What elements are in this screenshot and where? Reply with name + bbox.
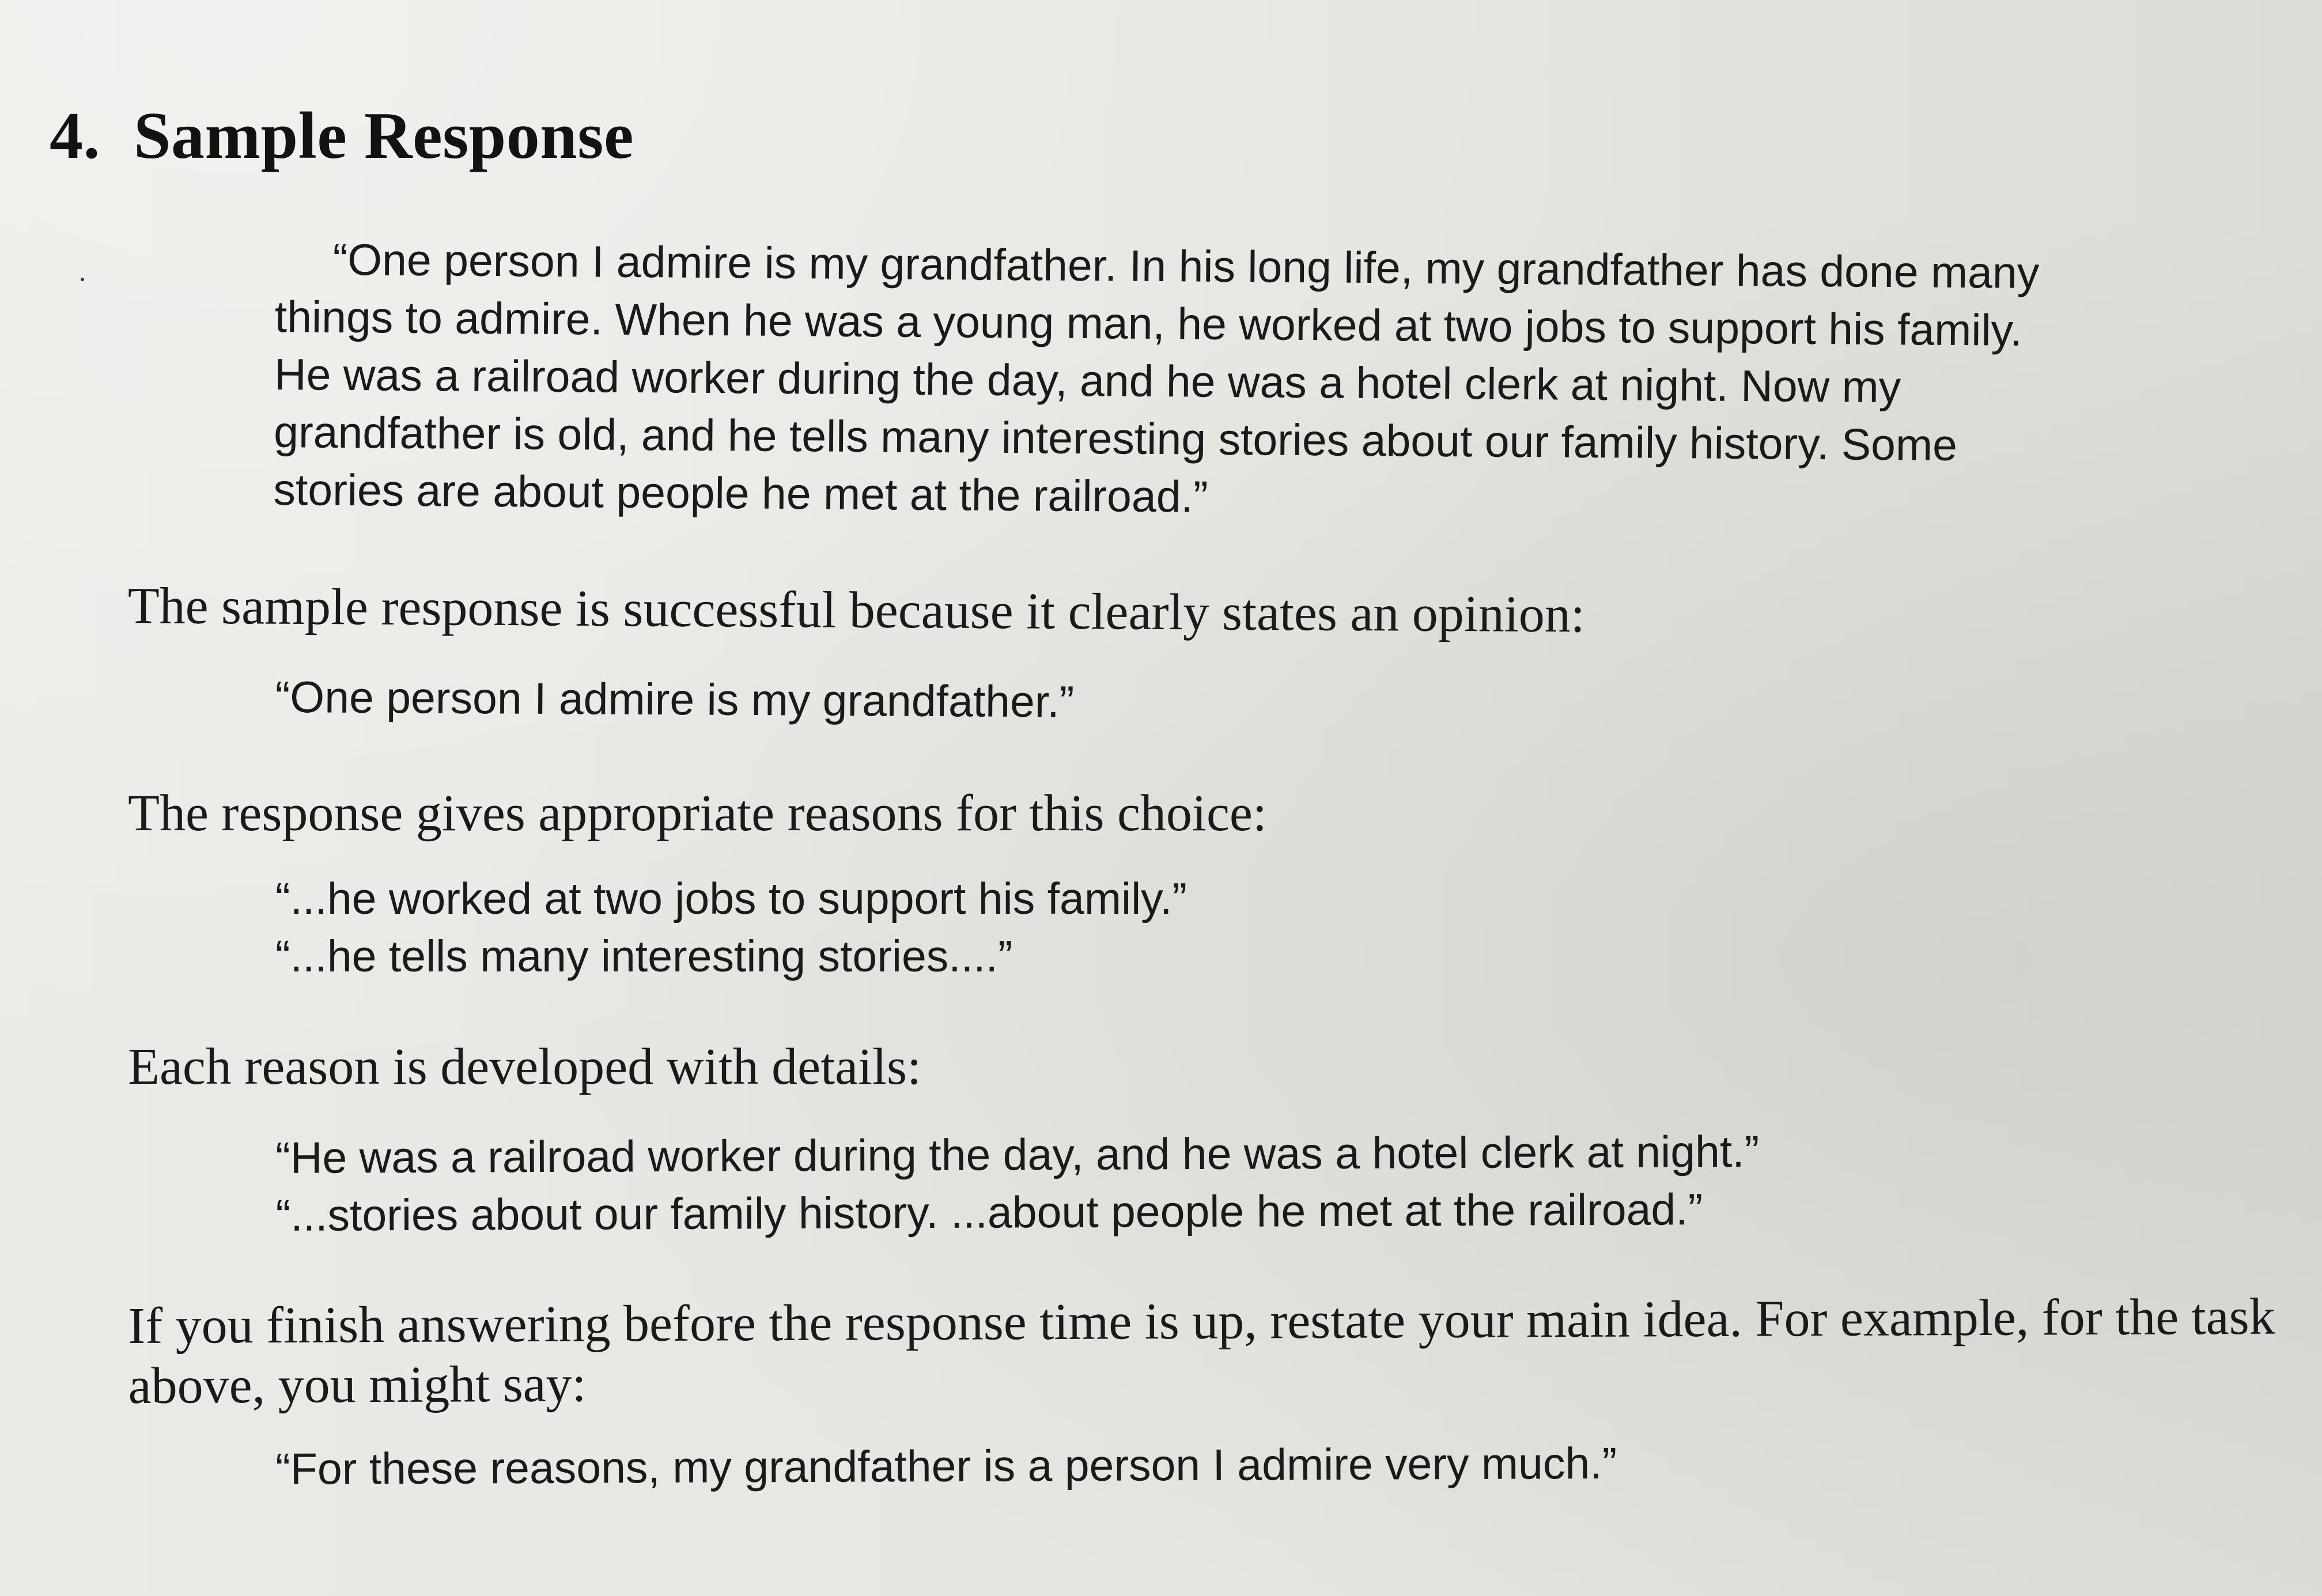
quote-line: “One person I admire is my grandfather. In his long life, my grandfather has done many (332, 235, 2040, 298)
section-number: 4. (50, 99, 100, 173)
restate-paragraph (128, 1287, 2275, 1416)
sample-response-quote (273, 230, 2234, 534)
section-title: Sample Response (134, 99, 634, 173)
restate-line: If you finish answering before the response time is up, restate your main idea. For example, for the task (128, 1288, 2275, 1355)
reason-quote: “...he worked at two jobs to support his family.” (275, 874, 1187, 924)
quote-line: stories are about people he met at the railroad.” (273, 464, 1208, 522)
restate-quote (275, 1435, 1617, 1498)
opinion-paragraph: The sample response is successful because it clearly states an opinion: (127, 577, 1586, 644)
opinion-quote-text: “One person I admire is my grandfather.” (275, 672, 1075, 727)
restate-quote-text: “For these reasons, my grandfather is a person I admire very much.” (275, 1438, 1617, 1494)
reasons-quotes (275, 870, 1187, 985)
section-heading (50, 98, 634, 175)
details-quotes (275, 1123, 1760, 1245)
quote-line: grandfather is old, and he tells many interesting stories about our family history. Some (273, 407, 1958, 470)
detail-quote: “He was a railroad worker during the day, and he was a hotel clerk at night.” (275, 1126, 1760, 1183)
opinion-quote (275, 668, 1074, 731)
restate-line: above, you might say: (128, 1355, 587, 1415)
details-paragraph: Each reason is developed with details: (128, 1038, 922, 1095)
quote-line: He was a railroad worker during the day, and he was a hotel clerk at night. Now my (274, 349, 1901, 413)
paper-speck (81, 278, 84, 281)
quote-line: things to admire. When he was a young man, he worked at two jobs to support his family. (274, 292, 2023, 355)
detail-quote: “...stories about our family history. ...about people he met at the railroad.” (275, 1185, 1703, 1241)
reason-quote: “...he tells many interesting stories....” (275, 932, 1013, 981)
reasons-paragraph: The response gives appropriate reasons for this choice: (128, 785, 1267, 842)
